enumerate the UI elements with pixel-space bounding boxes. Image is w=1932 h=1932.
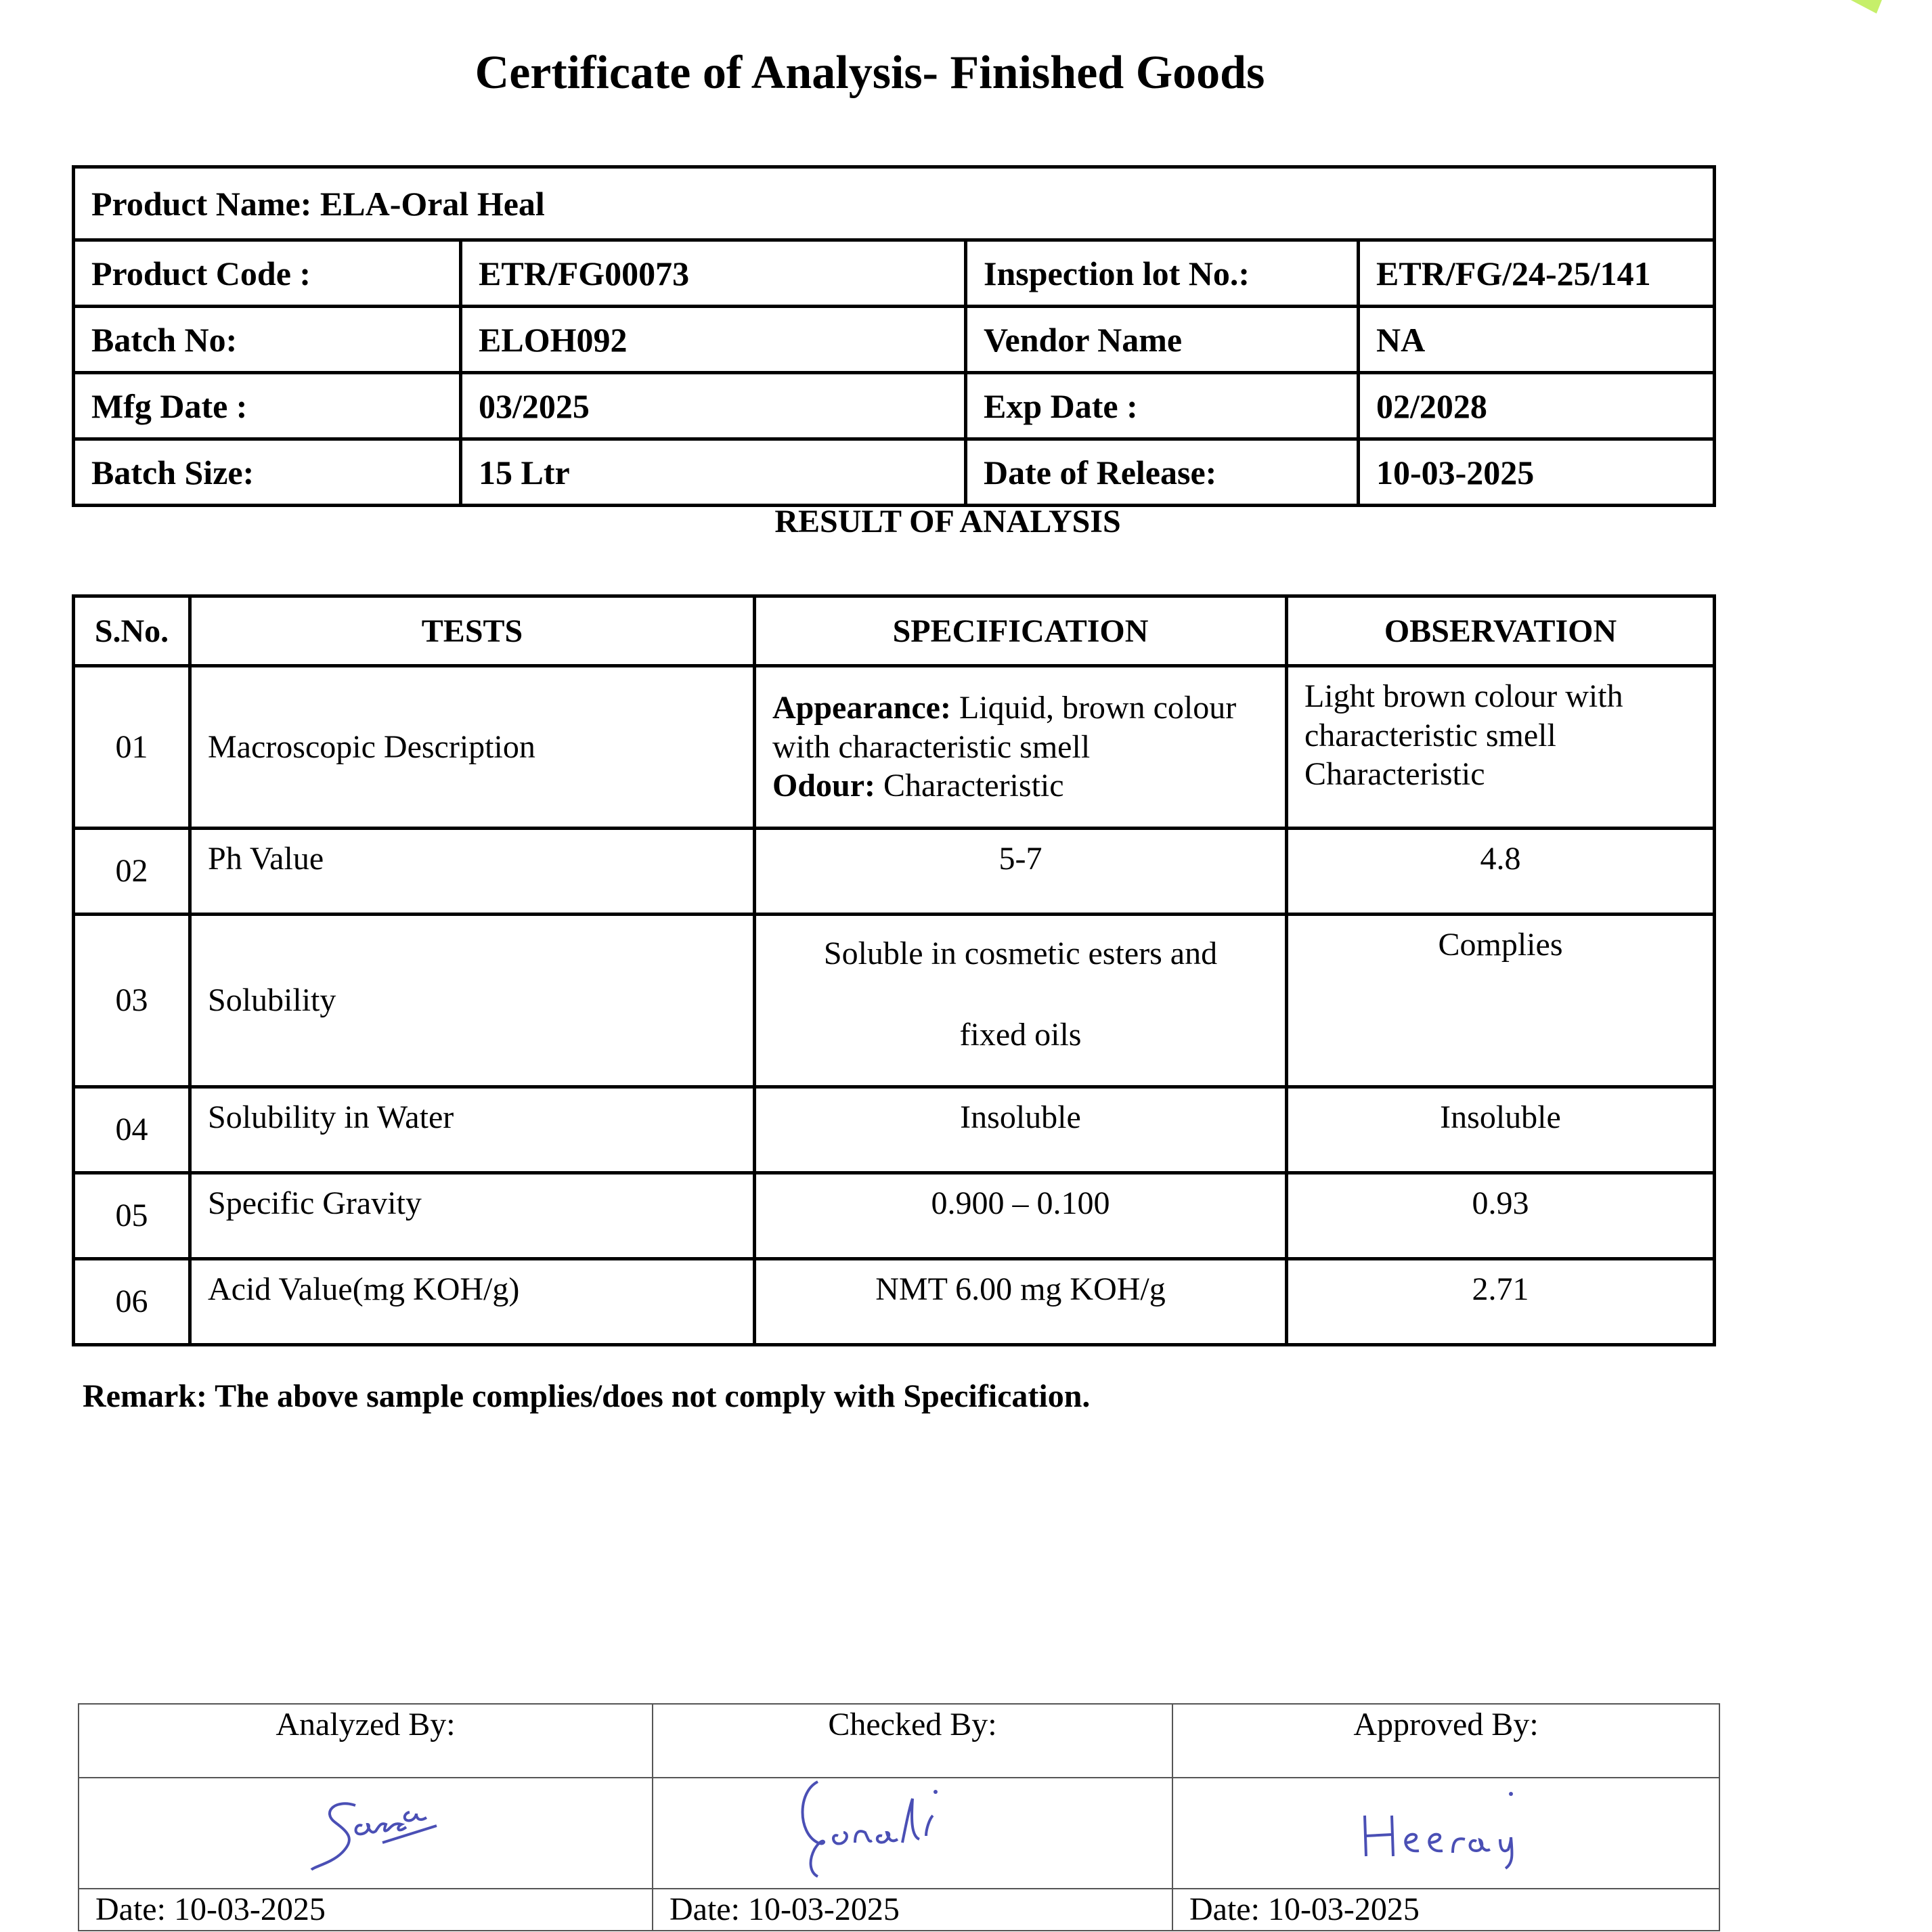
header-tests: TESTS — [190, 596, 755, 666]
corner-mark-icon — [1841, 0, 1882, 16]
row-sno: 03 — [74, 915, 190, 1087]
info-label: Product Code : — [74, 240, 461, 307]
product-info-table — [72, 165, 1716, 507]
row-specification: 0.900 – 0.100 — [755, 1173, 1287, 1259]
row-observation: Insoluble — [1287, 1087, 1715, 1173]
row-sno: 06 — [74, 1259, 190, 1345]
row-test: Solubility — [190, 915, 755, 1087]
info-row — [74, 439, 1715, 506]
product-name-label: Product Name: — [91, 184, 312, 223]
row-specification — [755, 666, 1287, 829]
info-row — [74, 373, 1715, 439]
row-test: Specific Gravity — [190, 1173, 755, 1259]
row-sno: 01 — [74, 666, 190, 829]
header-specification: SPECIFICATION — [755, 596, 1287, 666]
spec-odour-label: Odour: — [772, 768, 876, 804]
row-test: Macroscopic Description — [190, 666, 755, 829]
row-sno: 05 — [74, 1173, 190, 1259]
info-value: 03/2025 — [461, 373, 966, 439]
checked-by-signature — [653, 1778, 1172, 1889]
row-test: Solubility in Water — [190, 1087, 755, 1173]
info-value: ETR/FG00073 — [461, 240, 966, 307]
row-specification: NMT 6.00 mg KOH/g — [755, 1259, 1287, 1345]
signature-neeraj-icon — [1351, 1788, 1554, 1870]
spec-appearance-value: Liquid, brown colour with characteristic smell — [772, 690, 1237, 765]
document-title: Certificate of Analysis- Finished Goods — [475, 47, 1265, 99]
signature-row — [79, 1778, 1719, 1889]
results-header-row — [74, 596, 1715, 666]
analyzed-by-date: Date: 10-03-2025 — [79, 1889, 653, 1931]
analyzed-by-signature — [79, 1778, 653, 1889]
info-label: Exp Date : — [966, 373, 1359, 439]
row-observation: 2.71 — [1287, 1259, 1715, 1345]
table-row — [74, 829, 1715, 915]
info-label: Inspection lot No.: — [966, 240, 1359, 307]
obs-line: Characteristic — [1304, 756, 1485, 793]
approved-by-signature — [1172, 1778, 1719, 1889]
checked-by-label: Checked By: — [653, 1704, 1172, 1778]
spec-odour-value: Characteristic — [883, 768, 1064, 804]
analyzed-by-label: Analyzed By: — [79, 1704, 653, 1778]
info-value: ELOH092 — [461, 307, 966, 373]
row-sno: 04 — [74, 1087, 190, 1173]
table-row — [74, 1173, 1715, 1259]
product-name-value: ELA-Oral Heal — [320, 184, 545, 223]
spec-line: Soluble in cosmetic esters and — [823, 936, 1218, 971]
info-value: 02/2028 — [1359, 373, 1715, 439]
info-value: 10-03-2025 — [1359, 439, 1715, 506]
header-observation: OBSERVATION — [1287, 596, 1715, 666]
table-row — [74, 666, 1715, 829]
info-label: Date of Release: — [966, 439, 1359, 506]
row-test: Ph Value — [190, 829, 755, 915]
info-row — [74, 240, 1715, 307]
results-table — [72, 594, 1716, 1346]
results-heading: RESULT OF ANALYSIS — [774, 504, 1121, 540]
row-specification: 5-7 — [755, 829, 1287, 915]
checked-by-date: Date: 10-03-2025 — [653, 1889, 1172, 1931]
table-row — [74, 915, 1715, 1087]
info-label: Vendor Name — [966, 307, 1359, 373]
info-value: NA — [1359, 307, 1715, 373]
signature-table — [78, 1703, 1720, 1931]
row-observation: 4.8 — [1287, 829, 1715, 915]
row-sno: 02 — [74, 829, 190, 915]
row-specification — [755, 915, 1287, 1087]
row-observation — [1287, 666, 1715, 829]
approved-by-label: Approved By: — [1172, 1704, 1719, 1778]
row-test: Acid Value(mg KOH/g) — [190, 1259, 755, 1345]
info-value: 15 Ltr — [461, 439, 966, 506]
remark-text: Remark: The above sample complies/does not comply with Specification. — [83, 1378, 1091, 1414]
info-row — [74, 307, 1715, 373]
signature-sana-icon — [308, 1785, 464, 1873]
obs-line: Light brown colour with characteristic smell — [1304, 678, 1623, 753]
spec-line: fixed oils — [959, 1017, 1082, 1053]
signature-dates-row — [79, 1889, 1719, 1931]
info-label: Mfg Date : — [74, 373, 461, 439]
product-name-cell — [74, 167, 1715, 240]
info-label: Batch Size: — [74, 439, 461, 506]
table-row — [74, 1259, 1715, 1345]
info-value: ETR/FG/24-25/141 — [1359, 240, 1715, 307]
spec-appearance-label: Appearance: — [772, 690, 951, 726]
row-observation: 0.93 — [1287, 1173, 1715, 1259]
signature-roles-row — [79, 1704, 1719, 1778]
product-name-row — [74, 167, 1715, 240]
approved-by-date: Date: 10-03-2025 — [1172, 1889, 1719, 1931]
row-observation: Complies — [1287, 915, 1715, 1087]
table-row — [74, 1087, 1715, 1173]
signature-sonali-icon — [791, 1778, 1007, 1880]
info-label: Batch No: — [74, 307, 461, 373]
header-sno: S.No. — [74, 596, 190, 666]
row-specification: Insoluble — [755, 1087, 1287, 1173]
